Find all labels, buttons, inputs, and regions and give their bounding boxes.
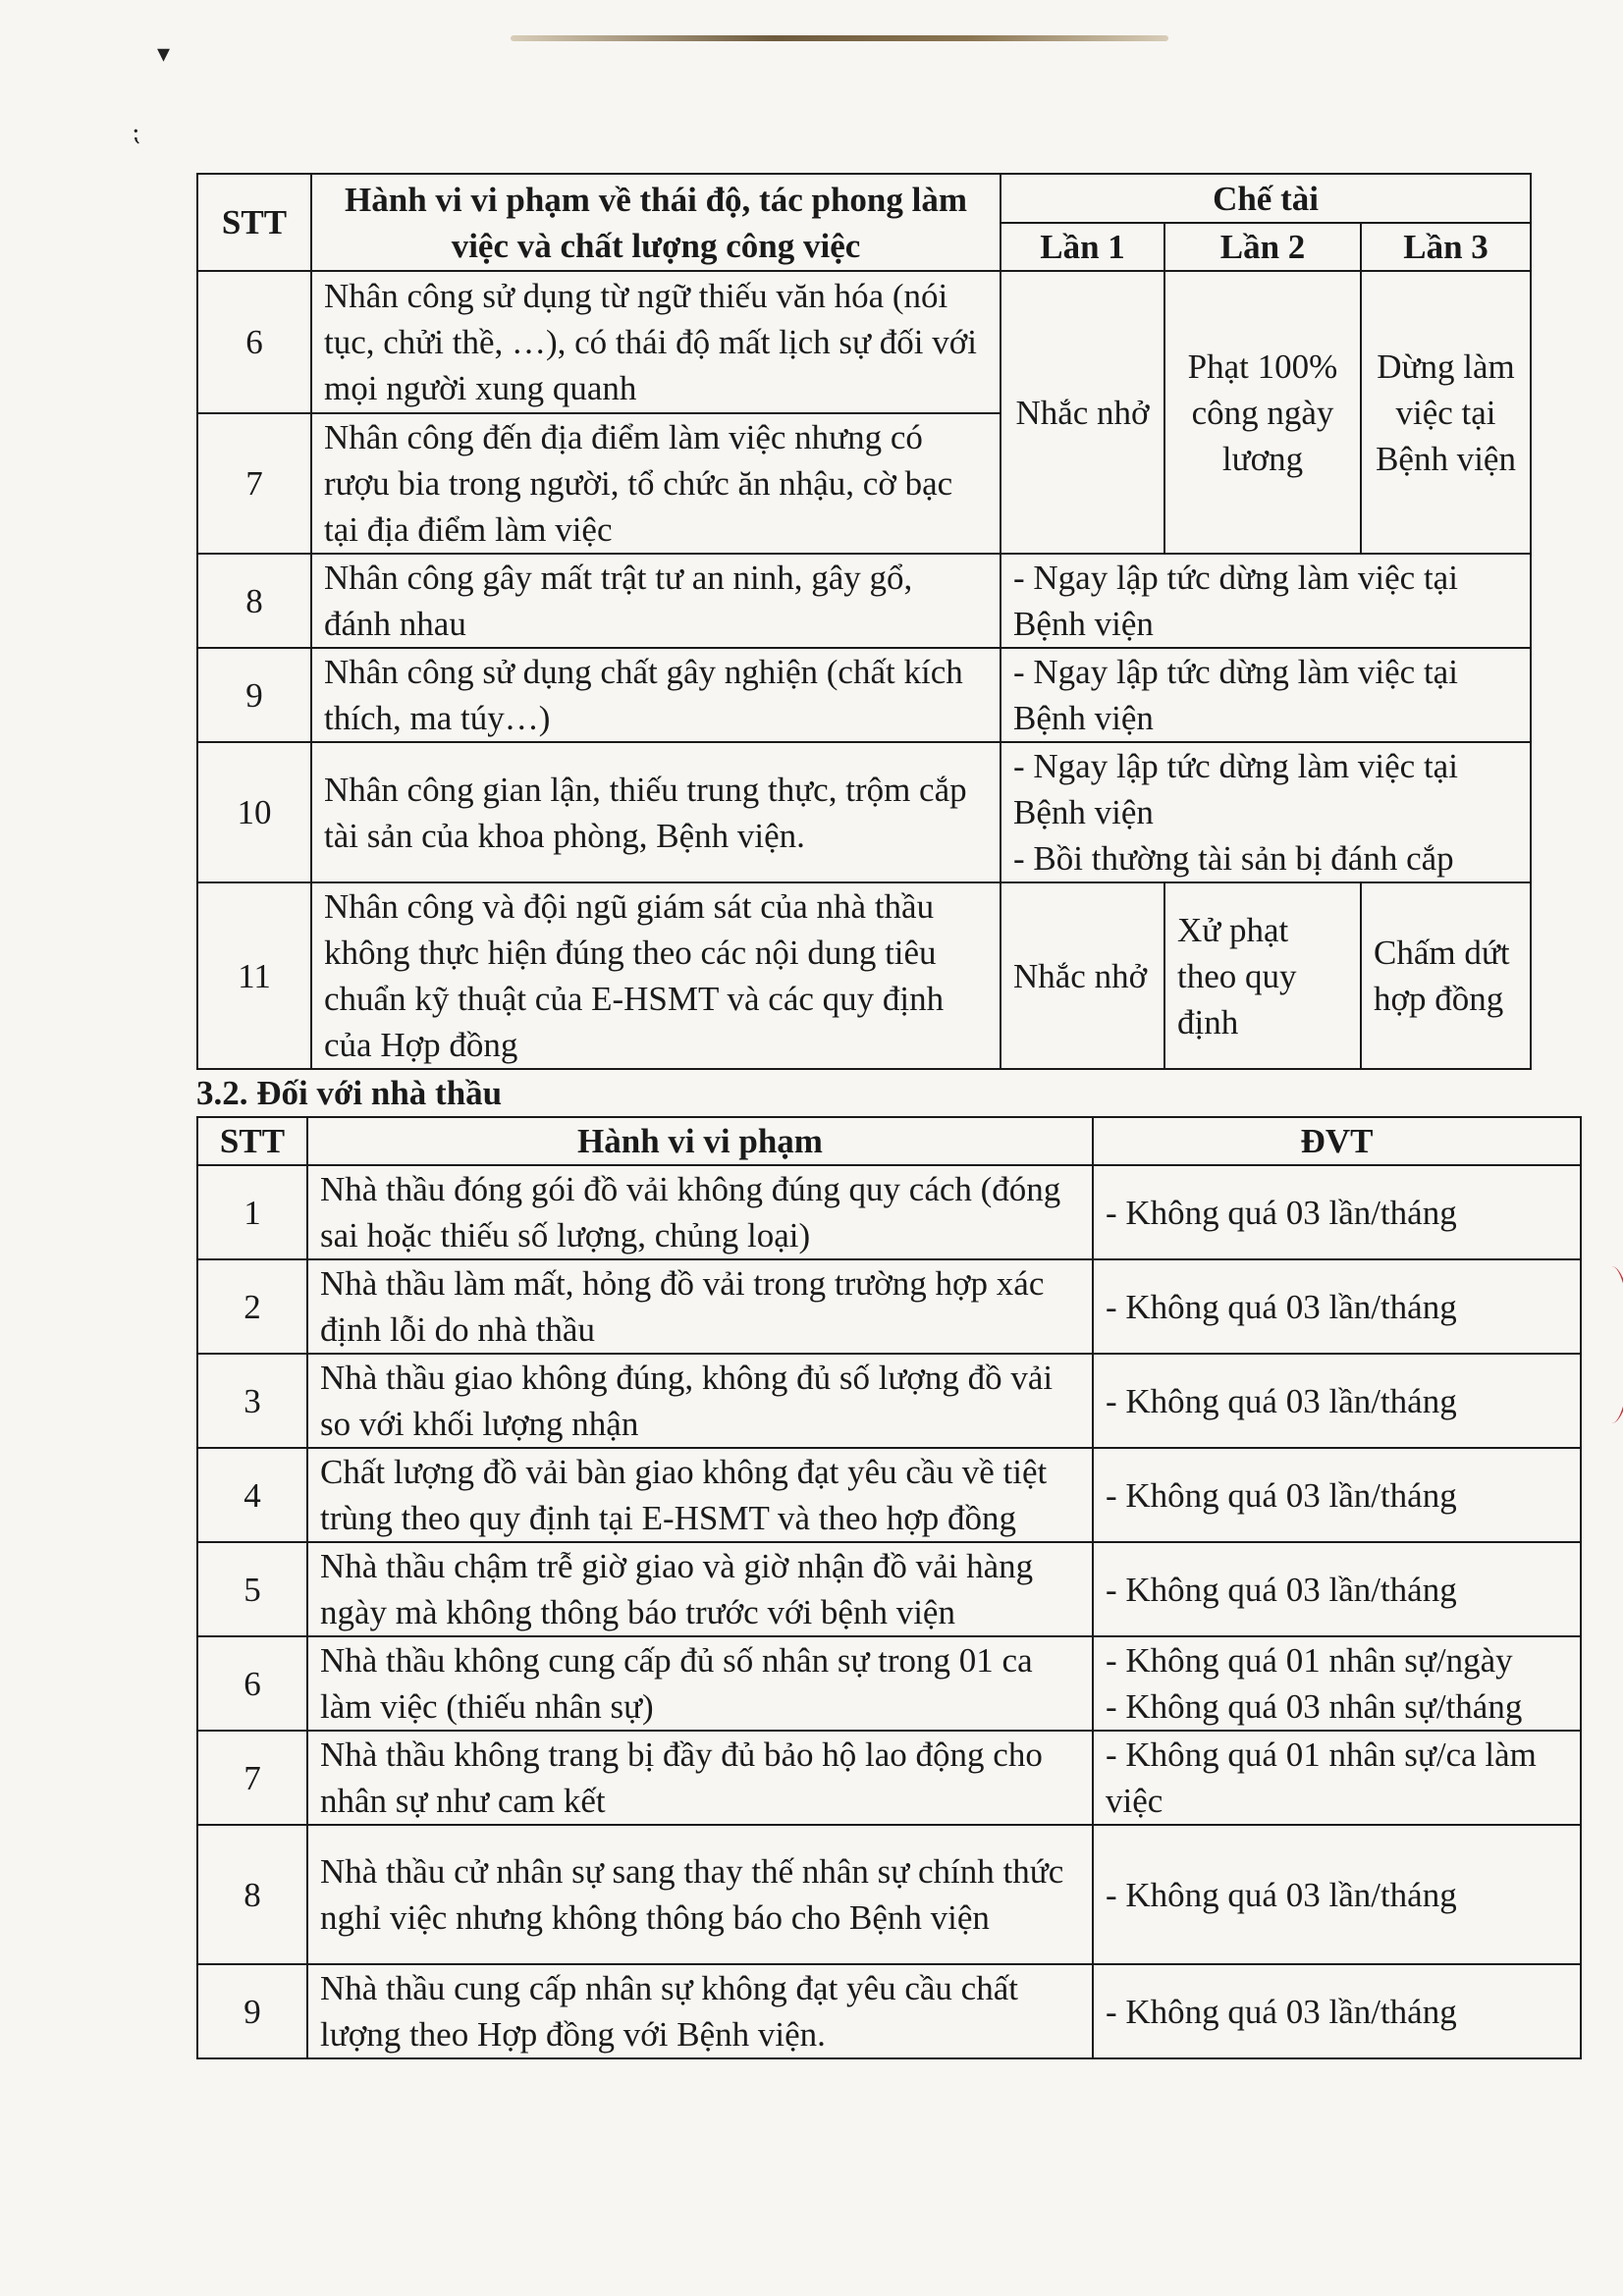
sanction-line: - Bồi thường tài sản bị đánh cắp [1013, 839, 1454, 878]
row-sanction: - Ngay lập tức dừng làm việc tại Bệnh viện [1001, 554, 1531, 648]
row-unit: - Không quá 03 lần/tháng [1093, 1964, 1581, 2058]
sanction-lan-3: Dừng làm việc tại Bệnh viện [1361, 271, 1531, 554]
sanction-lan-2: Xử phạt theo quy định [1164, 882, 1361, 1069]
row-stt: 5 [197, 1542, 307, 1636]
sanction-lan-2: Phạt 100% công ngày lương [1164, 271, 1361, 554]
table-row [197, 1731, 1581, 1825]
table-row [197, 1354, 1581, 1448]
unit-line: - Không quá 03 nhân sự/tháng [1106, 1687, 1523, 1726]
row-behavior: Nhân công gây mất trật tư an ninh, gây gổ, đánh nhau [311, 554, 1001, 648]
col-header-lan-1: Lần 1 [1001, 223, 1164, 271]
row-stt: 11 [197, 882, 311, 1069]
table-row [197, 742, 1531, 882]
row-behavior: Nhân công sử dụng từ ngữ thiếu văn hóa (nói tục, chửi thề, …), có thái độ mất lịch sự đối với mọi người xung quanh [311, 271, 1001, 413]
table-row [197, 1259, 1581, 1354]
row-unit [1093, 1636, 1581, 1731]
row-stt: 7 [197, 1731, 307, 1825]
col-header-lan-2: Lần 2 [1164, 223, 1361, 271]
row-stt: 6 [197, 1636, 307, 1731]
row-stt: 6 [197, 271, 311, 413]
row-behavior: Nhà thầu chậm trễ giờ giao và giờ nhận đồ vải hàng ngày mà không thông báo trước với bệnh viện [307, 1542, 1093, 1636]
sanction-lan-1: Nhắc nhở [1001, 882, 1164, 1069]
row-unit: - Không quá 01 nhân sự/ca làm việc [1093, 1731, 1581, 1825]
col-header-unit: ĐVT [1093, 1117, 1581, 1165]
col-header-behavior: Hành vi vi phạm về thái độ, tác phong làm việc và chất lượng công việc [311, 174, 1001, 271]
table-row [197, 1448, 1581, 1542]
table-row [197, 1165, 1581, 1259]
row-behavior: Nhà thầu đóng gói đồ vải không đúng quy cách (đóng sai hoặc thiếu số lượng, chủng loại) [307, 1165, 1093, 1259]
row-unit: - Không quá 03 lần/tháng [1093, 1259, 1581, 1354]
table-row [197, 882, 1531, 1069]
row-behavior: Nhà thầu không trang bị đầy đủ bảo hộ lao động cho nhân sự như cam kết [307, 1731, 1093, 1825]
row-unit: - Không quá 03 lần/tháng [1093, 1825, 1581, 1964]
table-row [197, 1636, 1581, 1731]
table-row [197, 271, 1531, 413]
row-stt: 2 [197, 1259, 307, 1354]
row-unit: - Không quá 03 lần/tháng [1093, 1354, 1581, 1448]
row-stt: 8 [197, 1825, 307, 1964]
sanction-lan-1: Nhắc nhở [1001, 271, 1164, 554]
row-stt: 9 [197, 648, 311, 742]
row-behavior: Nhân công đến địa điểm làm việc nhưng có rượu bia trong người, tổ chức ăn nhậu, cờ bạc tại địa điểm làm việc [311, 413, 1001, 554]
row-stt: 3 [197, 1354, 307, 1448]
row-behavior: Chất lượng đồ vải bàn giao không đạt yêu cầu về tiệt trùng theo quy định tại E-HSMT và theo hợp đồng [307, 1448, 1093, 1542]
row-behavior: Nhân công gian lận, thiếu trung thực, trộm cắp tài sản của khoa phòng, Bệnh viện. [311, 742, 1001, 882]
table-row [197, 648, 1531, 742]
col-header-lan-3: Lần 3 [1361, 223, 1531, 271]
row-behavior: Nhân công sử dụng chất gây nghiện (chất kích thích, ma túy…) [311, 648, 1001, 742]
row-stt: 1 [197, 1165, 307, 1259]
table-row [197, 554, 1531, 648]
col-header-sanction: Chế tài [1001, 174, 1531, 223]
row-behavior: Nhà thầu giao không đúng, không đủ số lượng đồ vải so với khối lượng nhận [307, 1354, 1093, 1448]
table-row [197, 1825, 1581, 1964]
sanctions-table-workers [196, 173, 1532, 1070]
col-header-stt: STT [197, 1117, 307, 1165]
section-title: 3.2. Đối với nhà thầu [196, 1074, 503, 1112]
row-stt: 8 [197, 554, 311, 648]
sanctions-table-contractor [196, 1116, 1582, 2059]
table-row [197, 1964, 1581, 2058]
scan-mark-top-left: ▾ [157, 39, 171, 68]
row-stt: 7 [197, 413, 311, 554]
unit-line: - Không quá 01 nhân sự/ngày [1106, 1641, 1513, 1680]
table-row [197, 1542, 1581, 1636]
row-behavior: Nhà thầu cử nhân sự sang thay thế nhân sự chính thức nghỉ việc nhưng không thông báo cho Bệnh viện [307, 1825, 1093, 1964]
red-pen-mark [1591, 1266, 1623, 1423]
col-header-stt: STT [197, 174, 311, 271]
scan-top-edge [511, 35, 1168, 41]
row-stt: 10 [197, 742, 311, 882]
row-stt: 9 [197, 1964, 307, 2058]
row-unit: - Không quá 03 lần/tháng [1093, 1165, 1581, 1259]
scan-mark-left: ⁏ [132, 118, 140, 146]
sanction-lan-3: Chấm dứt hợp đồng [1361, 882, 1531, 1069]
row-sanction: - Ngay lập tức dừng làm việc tại Bệnh viện [1001, 648, 1531, 742]
row-behavior: Nhân công và đội ngũ giám sát của nhà thầu không thực hiện đúng theo các nội dung tiêu chuẩn kỹ thuật của E-HSMT và các quy định của Hợp đồng [311, 882, 1001, 1069]
row-behavior: Nhà thầu làm mất, hỏng đồ vải trong trường hợp xác định lỗi do nhà thầu [307, 1259, 1093, 1354]
sanction-line: - Ngay lập tức dừng làm việc tại Bệnh viện [1013, 747, 1458, 831]
col-header-behavior: Hành vi vi phạm [307, 1117, 1093, 1165]
row-behavior: Nhà thầu cung cấp nhân sự không đạt yêu cầu chất lượng theo Hợp đồng với Bệnh viện. [307, 1964, 1093, 2058]
row-unit: - Không quá 03 lần/tháng [1093, 1542, 1581, 1636]
row-sanction [1001, 742, 1531, 882]
row-behavior: Nhà thầu không cung cấp đủ số nhân sự trong 01 ca làm việc (thiếu nhân sự) [307, 1636, 1093, 1731]
row-stt: 4 [197, 1448, 307, 1542]
row-unit: - Không quá 03 lần/tháng [1093, 1448, 1581, 1542]
